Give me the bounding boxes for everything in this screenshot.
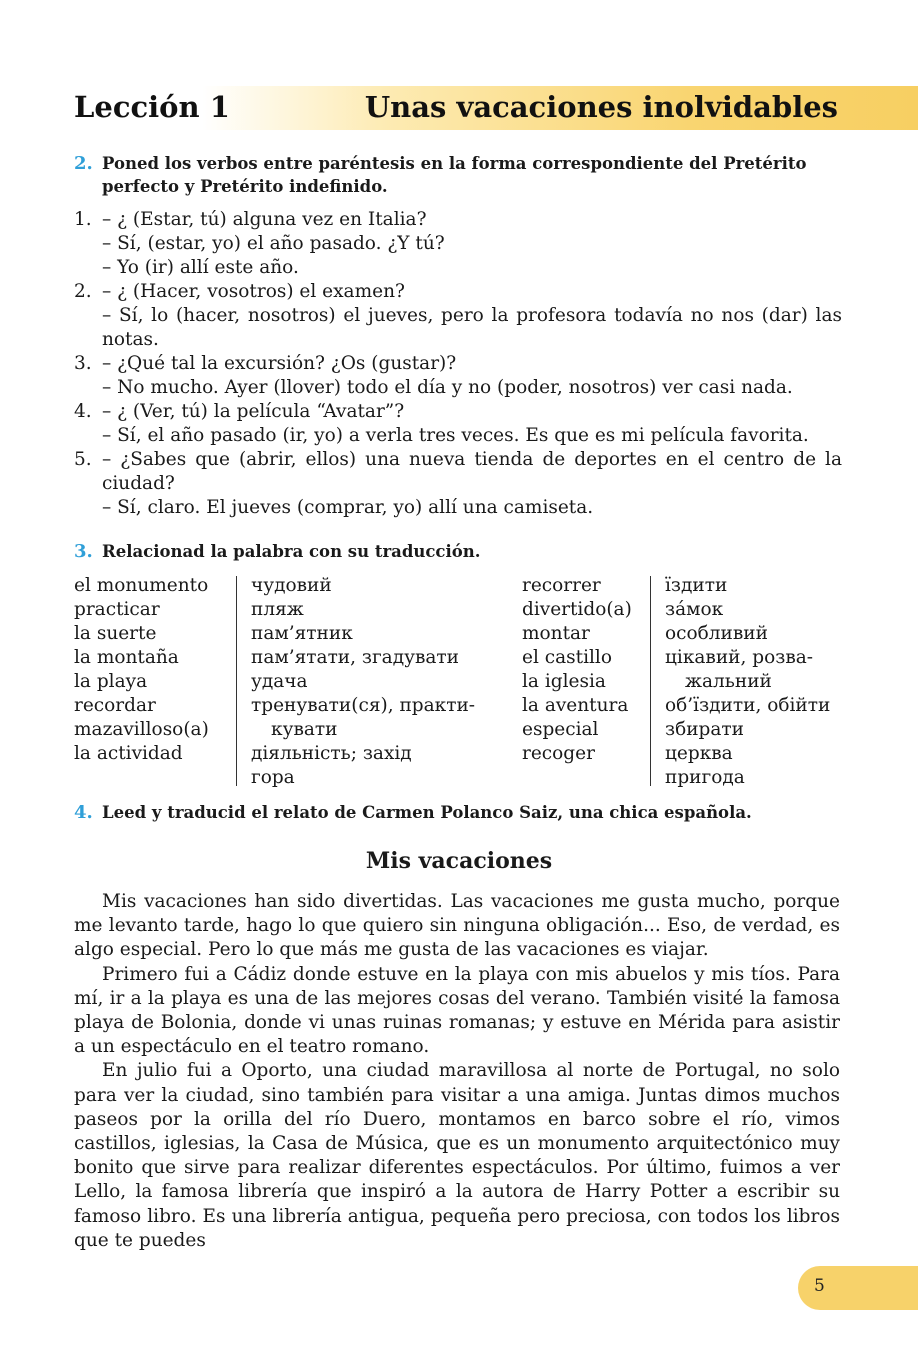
exercise-number: 3. xyxy=(74,541,93,562)
list-item: 1. – ¿ (Estar, tú) alguna vez en Italia? – Sí, (estar, yo) el año pasado. ¿Y tú? – Yo (ir) allí este año. xyxy=(74,209,445,278)
story-title: Mis vacaciones xyxy=(365,848,553,874)
list-item: 3. – ¿Qué tal la excursión? ¿Os (gustar)? – No mucho. Ayer (llover) todo el día y no (poder, nosotros) ver casi nada. xyxy=(74,353,793,398)
exercise-number: 2. xyxy=(74,153,93,174)
column-divider xyxy=(236,576,237,786)
vocab-column-ukrainian-1: чудовий пляж пам’ятник пам’ятати, згадувати удача тренувати(ся), практи- кувати діяльність; захід гора xyxy=(251,575,476,788)
exercise-2-list xyxy=(74,208,842,520)
exercise-instruction: Relacionad la palabra con su traducción. xyxy=(102,542,481,561)
exercise-instruction: Poned los verbos entre paréntesis en la forma correspondiente del Pretérito perfecto y Pretérito indefinido. xyxy=(102,154,807,196)
list-item: 4. – ¿ (Ver, tú) la película “Avatar”? – Sí, el año pasado (ir, yo) a verla tres veces. Es que es mi película favorita. xyxy=(74,401,809,446)
exercise-2-heading xyxy=(74,152,844,198)
list-item: 5. – ¿Sabes que (abrir, ellos) una nueva tienda de deportes en el centro de la ciudad? – Sí, claro. El jueves (comprar, yo) allí una camiseta. xyxy=(74,449,842,518)
story-body xyxy=(74,890,840,1253)
story-paragraph: En julio fui a Oporto, una ciudad maravillosa al norte de Portugal, no solo para ver la ciudad, sino también para visitar a una amiga. Juntas dimos muchos paseos por la orilla del río Duero, montamos en barco sobre el río, vimos castillos, iglesias, la Casa de Música, que es un monumento arquitectónico muy bonito que sirve para realizar diferentes espectáculos. Por último, fuimos a ver Lello, la famosa librería que inspiró a la autora de Harry Potter a escribir su famoso libro. Es una librería antigua, pequeña pero preciosa, con todos los libros que te puedes xyxy=(74,1060,840,1251)
list-item: 2. – ¿ (Hacer, vosotros) el examen? – Sí, lo (hacer, nosotros) el jueves, pero la profesora todavía no nos (dar) las notas. xyxy=(74,281,842,350)
lesson-label: Lección 1 xyxy=(74,90,230,124)
exercise-3-heading xyxy=(74,540,844,563)
exercise-instruction: Leed y traducid el relato de Carmen Polanco Saiz, una chica española. xyxy=(102,803,752,822)
lesson-title: Unas vacaciones inolvidables xyxy=(364,90,838,124)
page-number: 5 xyxy=(814,1276,825,1296)
column-divider xyxy=(650,576,651,786)
story-paragraph: Mis vacaciones han sido divertidas. Las vacaciones me gusta mucho, porque me levanto tarde, hago lo que quiero sin ninguna obligación... Eso, de verdad, es algo especial. Pero lo que más me gusta de las vacaciones es viajar. xyxy=(74,891,840,961)
vocab-column-spanish-1: el monumento practicar la suerte la montaña la playa recordar mazavilloso(a) la actividad xyxy=(74,575,209,764)
exercise-4-heading xyxy=(74,801,844,824)
exercise-number: 4. xyxy=(74,802,93,823)
vocab-column-spanish-2: recorrer divertido(a) montar el castillo la iglesia la aventura especial recoger xyxy=(522,575,632,764)
story-paragraph: Primero fui a Cádiz donde estuve en la playa con mis abuelos y mis tíos. Para mí, ir a la playa es una de las mejores cosas del verano. También visité la famosa playa de Bolonia, donde vi unas ruinas romanas; y estuve en Mérida para asistir a un espectáculo en el teatro romano. xyxy=(74,963,840,1058)
vocab-column-ukrainian-2: їздити за́мок особливий цікавий, розва- жальний об’їздити, обійти збирати церква пригода xyxy=(665,575,831,788)
